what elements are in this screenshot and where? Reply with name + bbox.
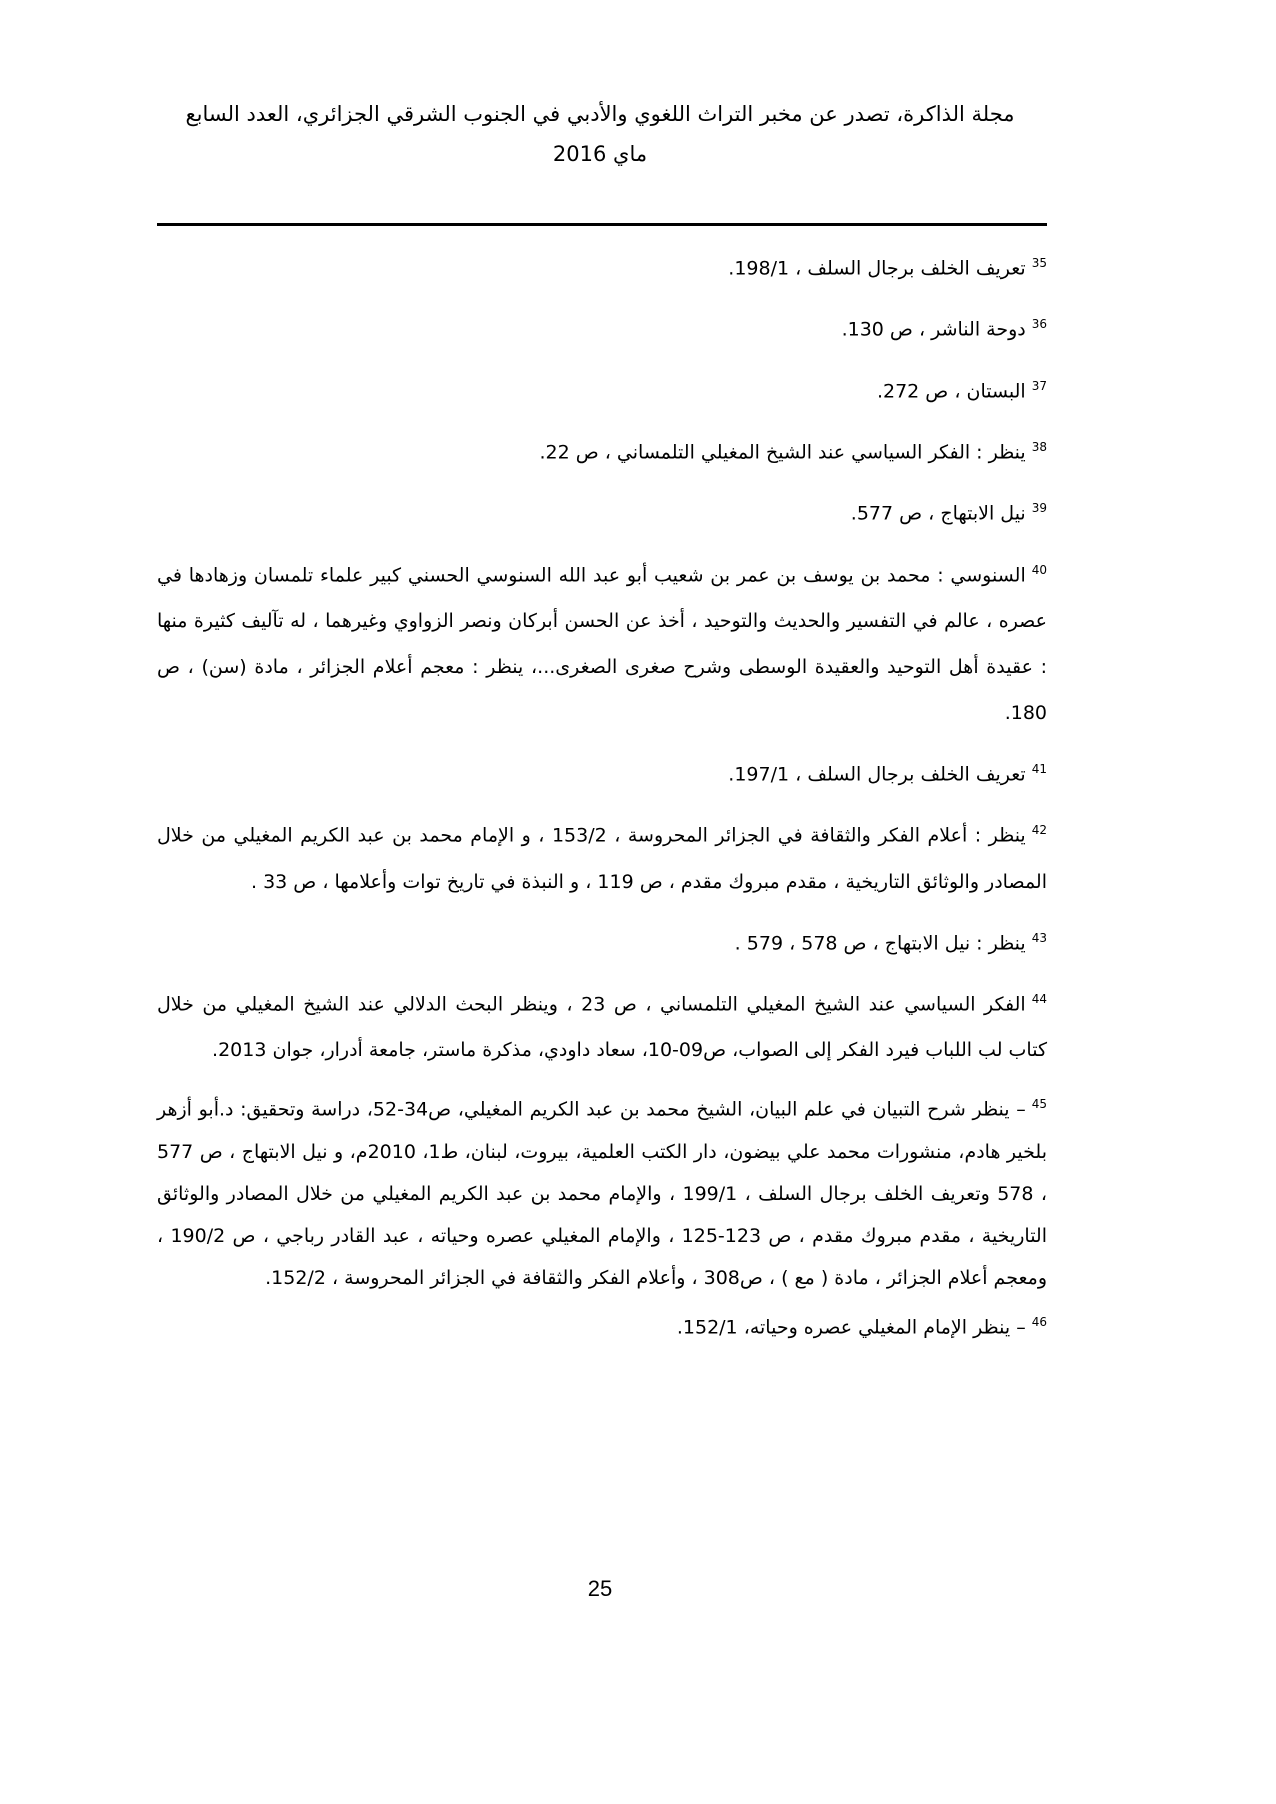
header-divider — [157, 223, 1047, 226]
footnote-number: 45 — [1031, 1097, 1047, 1112]
footnote — [157, 807, 1047, 904]
footnote — [157, 485, 1047, 536]
footnote-text: – ينظر الإمام المغيلي عصره وحياته، 152/1. — [676, 1315, 1026, 1338]
footnote-text: تعريف الخلف برجال السلف ، 197/1. — [728, 763, 1026, 786]
footnote — [157, 240, 1047, 291]
footnote-number: 43 — [1031, 930, 1047, 945]
footnote — [157, 547, 1047, 736]
footnote-text: الفكر السياسي عند الشيخ المغيلي التلمساني ، ص 23 ، وينظر البحث الدلالي عند الشيخ المغيلي من خلال كتاب لب اللباب فيرد الفكر إلى الصواب، ص09-10، سعاد داودي، مذكرة ماستر، جامعة أدرار، جوان 2013. — [157, 993, 1047, 1062]
footnote — [157, 1083, 1047, 1298]
footnote — [157, 363, 1047, 414]
footnote-number: 37 — [1031, 378, 1047, 393]
footnote-number: 38 — [1031, 439, 1047, 454]
footnote — [157, 1301, 1047, 1348]
footnote — [157, 424, 1047, 475]
footnote-text: ينظر : نيل الابتهاج ، ص 578 ، 579 . — [734, 931, 1026, 954]
footnote-text: دوحة الناشر ، ص 130. — [841, 318, 1026, 341]
footnote-number: 44 — [1031, 991, 1047, 1006]
footnote-number: 39 — [1031, 501, 1047, 516]
journal-header — [150, 94, 1050, 174]
footnote-number: 41 — [1031, 761, 1047, 776]
footnote-text: السنوسي : محمد بن يوسف بن عمر بن شعيب أبو عبد الله السنوسي الحسني كبير علماء تلمسان وزهادها في عصره ، عالم في التفسير والحديث والتوحيد ، أخذ عن الحسن أبركان ونصر الزواوي وغيرهما ، له تآليف كثيرة منها : عقيدة أهل التوحيد والعقيدة الوسطى وشرح صغرى الصغرى...، ينظر : معجم أعلام الجزائر ، مادة (سن) ، ص 180. — [157, 563, 1047, 724]
footnote-text: ينظر : الفكر السياسي عند الشيخ المغيلي التلمساني ، ص 22. — [539, 441, 1026, 464]
footnote — [157, 301, 1047, 352]
footnote-text: ينظر : أعلام الفكر والثقافة في الجزائر المحروسة ، 153/2 ، و الإمام محمد بن عبد الكريم المغيلي من خلال المصادر والوثائق التاريخية ، مقدم مبروك مقدم ، ص 119 ، و النبذة في تاريخ توات وأعلامها ، ص 33 . — [157, 824, 1047, 893]
page-number: 25 — [587, 1576, 613, 1601]
footnote-number: 40 — [1031, 562, 1047, 577]
footnote-text: تعريف الخلف برجال السلف ، 198/1. — [728, 257, 1026, 280]
footnote-number: 46 — [1031, 1314, 1047, 1329]
footnote-text: نيل الابتهاج ، ص 577. — [850, 502, 1026, 525]
footnote — [157, 915, 1047, 966]
journal-header-title: مجلة الذاكرة، تصدر عن مخبر التراث اللغوي والأدبي في الجنوب الشرقي الجزائري، العدد السابع — [185, 102, 1015, 126]
footnote-text: البستان ، ص 272. — [876, 379, 1026, 402]
footnote-number: 35 — [1031, 256, 1047, 270]
footnote-number: 36 — [1031, 317, 1047, 332]
journal-header-date: ماي 2016 — [552, 142, 648, 166]
footnotes-list — [157, 240, 1047, 1358]
footnote-text: – ينظر شرح التبيان في علم البيان، الشيخ محمد بن عبد الكريم المغيلي، ص34-52، دراسة وتحقيق: د.أبو أزهر بلخير هادم، منشورات محمد علي بيضون، دار الكتب العلمية، بيروت، لبنان، ط1، 2010م، و نيل الابتهاج ، ص 577 ، 578 وتعريف الخلف برجال السلف ، 199/1 ، والإمام محمد بن عبد الكريم المغيلي من خلال المصادر والوثائق التاريخية ، مقدم مبروك مقدم ، ص 123-125 ، والإمام المغيلي عصره وحياته ، عبد القادر رباجي ، ص 190/2 ، ومعجم أعلام الجزائر ، مادة ( مع ) ، ص308 ، وأعلام الفكر والثقافة في الجزائر المحروسة ، 152/2. — [157, 1098, 1048, 1289]
footnote — [157, 746, 1047, 797]
footnote-number: 42 — [1031, 823, 1047, 838]
footnote — [157, 976, 1047, 1073]
